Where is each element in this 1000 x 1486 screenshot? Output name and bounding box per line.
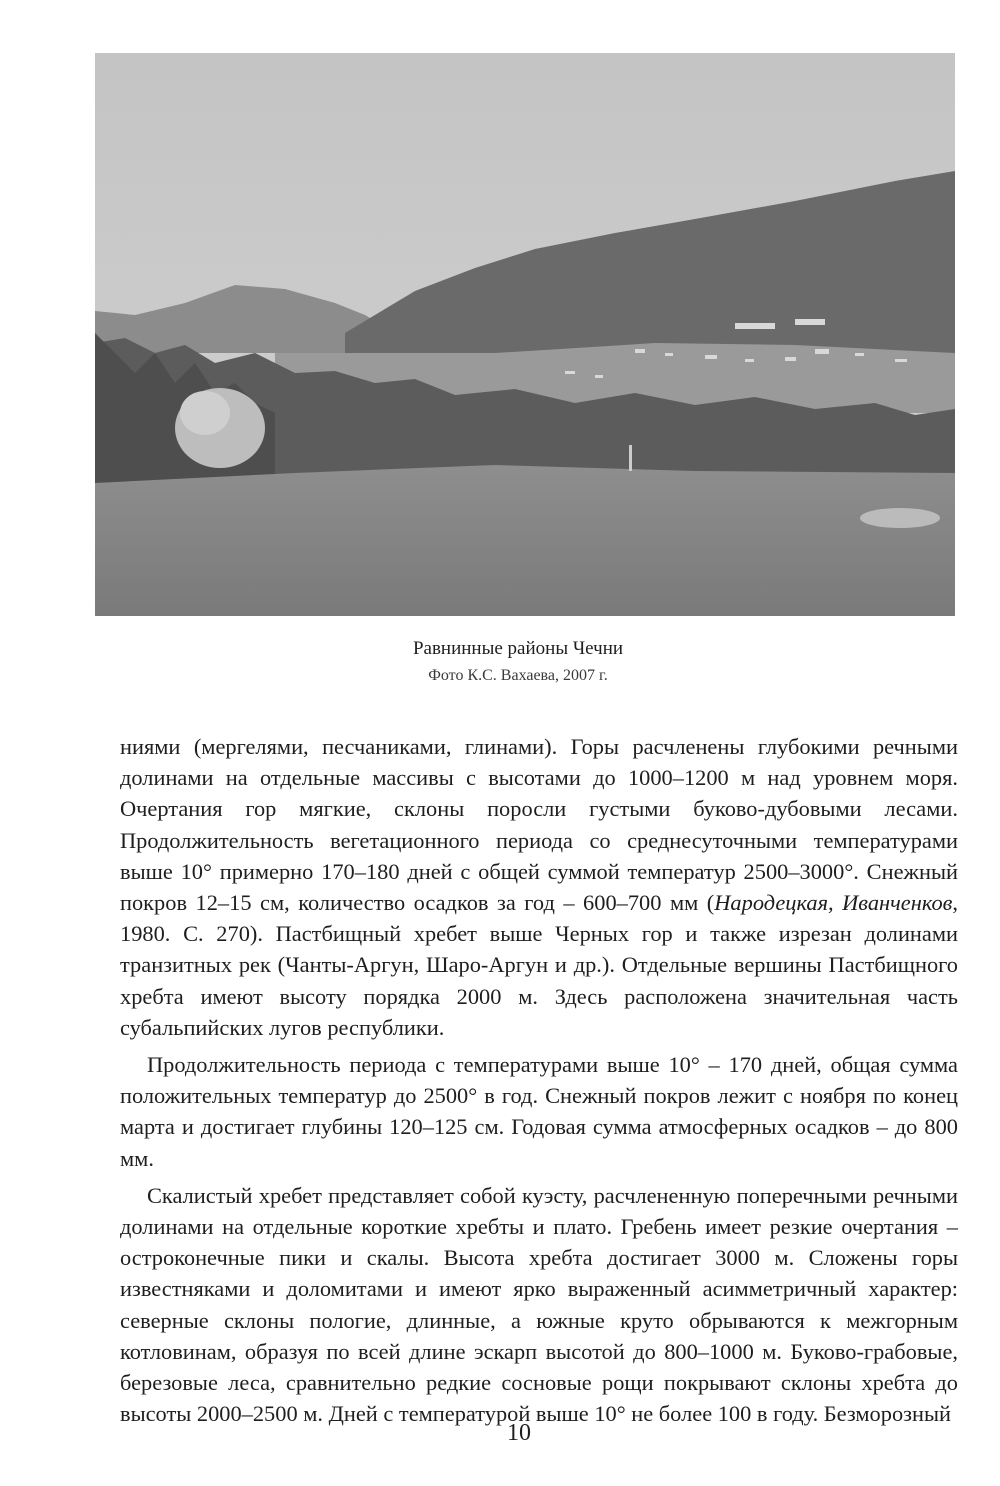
body-text [120, 731, 958, 1429]
paragraph-1-part-b: , 1980. С. 270). Пастбищный хребет выше Черных гор и также изрезан долинами транзитных рек (Чанты-Аргун, Шаро-Аргун и др.). Отдельные вершины Пастбищного хребта имеют высоту порядка 2000 м. Здесь расположена значительная часть субальпийских лугов республики. [120, 890, 959, 1040]
paragraph-3: Скалистый хребет представляет собой куэсту, расчлененную поперечными речными долинами на отдельные короткие хребты и плато. Гребень имеет резкие очертания – остроконечные пики и скалы. Высота хребта достигает 3000 м. Сложены горы известняками и доломитами и имеют ярко выраженный асимметричный характер: северные склоны пологие, длинные, а южные круто обрываются к межгорным котловинам, образуя по всей длине эскарп высотой до 800–1000 м. Буково-грабовые, березовые леса, сравнительно редкие сосновые рощи покрывают склоны хребта до высоты 2000–2500 м. Дней с температурой выше 10° не более 100 в году. Безморозный [120, 1182, 958, 1427]
paragraph-2: Продолжительность периода с температурами выше 10° – 170 дней, общая сумма положительных температур до 2500° в год. Снежный покров лежит с ноября по конец марта и достигает глубины 120–125 см. Годовая сумма атмосферных осадков – до 800 мм. [120, 1052, 958, 1171]
paragraph-1 [120, 731, 958, 1043]
paragraph-1-part-a: ниями (мергелями, песчаниками, глинами). Горы расчленены глубокими речными долинами на отдельные массивы с высотами до 1000–1200 м над уровнем моря. Очертания гор мягкие, склоны поросли густыми буково-дубовыми лесами. Продолжительность вегетационного периода со среднесуточными температурами выше 10° примерно 170–180 дней с общей суммой температур 2500–3000°. Снежный покров 12–15 см, количество осадков за год – 600–700 мм ( [120, 734, 958, 916]
landscape-photo [95, 53, 955, 616]
figure-caption-credit: Фото К.С. Вахаева, 2007 г. [428, 667, 608, 684]
page-number: 10 [507, 1420, 531, 1446]
citation-authors: Народецкая, Иванченков [714, 890, 953, 916]
figure-caption-title: Равнинные районы Чечни [412, 638, 624, 659]
landscape-photo-image [95, 53, 955, 616]
